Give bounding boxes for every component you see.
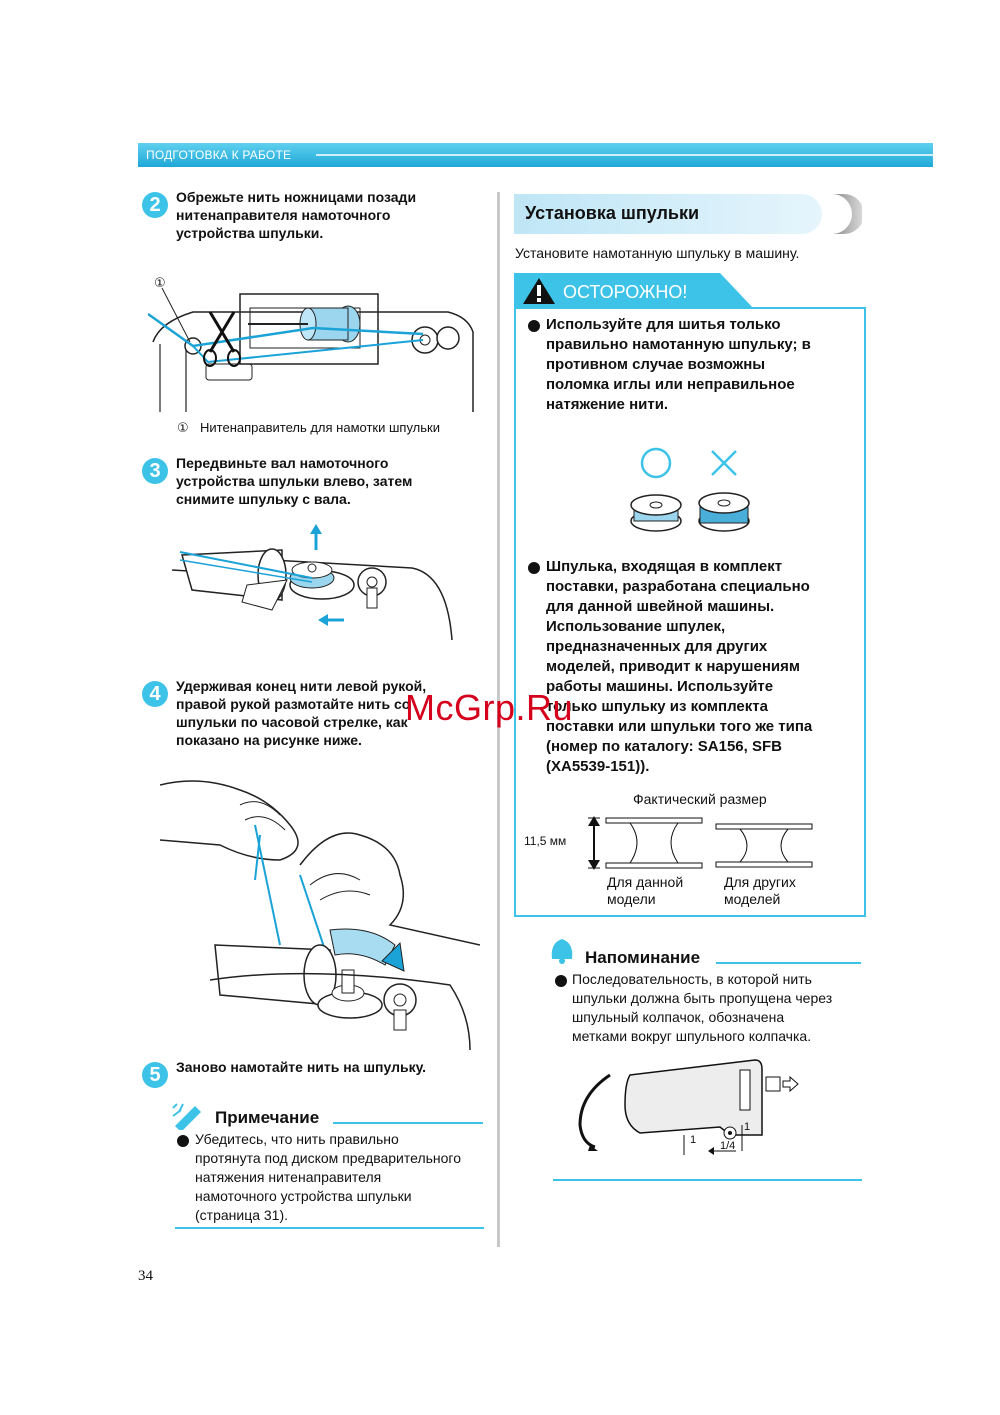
figure1-caption-mark: ① <box>177 420 189 435</box>
this-model-label: Для данной модели <box>607 874 684 907</box>
note-bullet <box>177 1135 189 1147</box>
caution-bullet-2 <box>528 562 540 574</box>
caution-label: ОСТОРОЖНО! <box>563 282 688 302</box>
reminder-title: Напоминание <box>585 948 701 967</box>
reminder-bell-icon <box>548 935 576 965</box>
watermark-text: McGrp.Ru <box>405 687 574 728</box>
note-text: Убедитесь, что нить правильно протянута под диском предварительного натяжения нитенаправителя намоточного устройства шпульки (страница 31). <box>195 1131 462 1223</box>
bobbin-actual-size-figure <box>584 812 814 874</box>
page-number: 34 <box>138 1268 153 1284</box>
bobbin-case-mark-1: 1 <box>690 1134 697 1146</box>
figure1-caption: Нитенаправитель для намотки шпульки <box>200 420 440 435</box>
section-intro: Установите намотанную шпульку в машину. <box>515 245 800 261</box>
step-3-text: Передвиньте вал намоточного устройства шпульки влево, затем снимите шпульку с вала. <box>176 455 413 507</box>
reminder-title-rule <box>716 962 861 964</box>
bobbin-case-marks-figure <box>570 1055 810 1165</box>
bobbin-winder-thread-cut-figure <box>148 272 478 417</box>
caution-bullet-1 <box>528 320 540 332</box>
note-title: Примечание <box>215 1108 320 1127</box>
step-5-text: Заново намотайте нить на шпульку. <box>176 1059 427 1075</box>
step-2-text: Обрежьте нить ножницами позади нитенаправителя намоточного устройства шпульки. <box>176 189 417 241</box>
step-3-number: 3 <box>142 458 168 484</box>
reminder-bullet <box>555 975 567 987</box>
note-pen-icon <box>171 1102 205 1130</box>
caution-text-1: Используйте для шитья только правильно намотанную шпульку; в противном случае возможны поломка иглы или неправильное натяжение нити. <box>546 316 811 413</box>
actual-size-label: Фактический размер <box>633 791 767 807</box>
remove-bobbin-figure <box>172 520 472 650</box>
bobbin-case-mark-2: 1 <box>744 1121 751 1133</box>
unwind-thread-hands-figure <box>160 765 480 1050</box>
bobbin-case-mark-quarter: 1/4 <box>720 1140 736 1152</box>
note-title-rule <box>333 1122 483 1124</box>
reminder-bottom-rule <box>553 1179 862 1181</box>
step-5-number: 5 <box>142 1062 168 1088</box>
bobbin-height-label: 11,5 мм <box>524 834 567 848</box>
step-4-number: 4 <box>142 681 168 707</box>
other-models-label: Для других моделей <box>724 874 796 907</box>
section-header-title: ПОДГОТОВКА К РАБОТЕ <box>146 148 292 162</box>
reminder-text: Последовательность, в которой нить шпульки должна быть пропущена через шпульный колпачок, обозначена метками вокруг шпульного колпачка. <box>572 971 833 1044</box>
caution-text-2: Шпулька, входящая в комплект поставки, разработана специально для данной швейной машины. Использование шпулек, предназначенных для других моделей, приводит к нарушениям работы машины. Используйте только шпульку из комплекта поставки или шпульки того же типа (номер по каталогу: SA156, SFB (XA5539-151)). <box>546 558 813 775</box>
figure1-callout-number: ① <box>154 275 166 290</box>
step-2-number: 2 <box>142 192 168 218</box>
step-4-text: Удерживая конец нити левой рукой, правой рукой размотайте нить со шпульки по часовой стрелке, как показано на рисунке ниже. <box>176 678 427 748</box>
bobbin-comparison-figure <box>620 445 760 545</box>
note-bottom-rule <box>175 1227 484 1229</box>
section-title: Установка шпульки <box>525 203 700 223</box>
warning-triangle-icon <box>522 277 556 305</box>
